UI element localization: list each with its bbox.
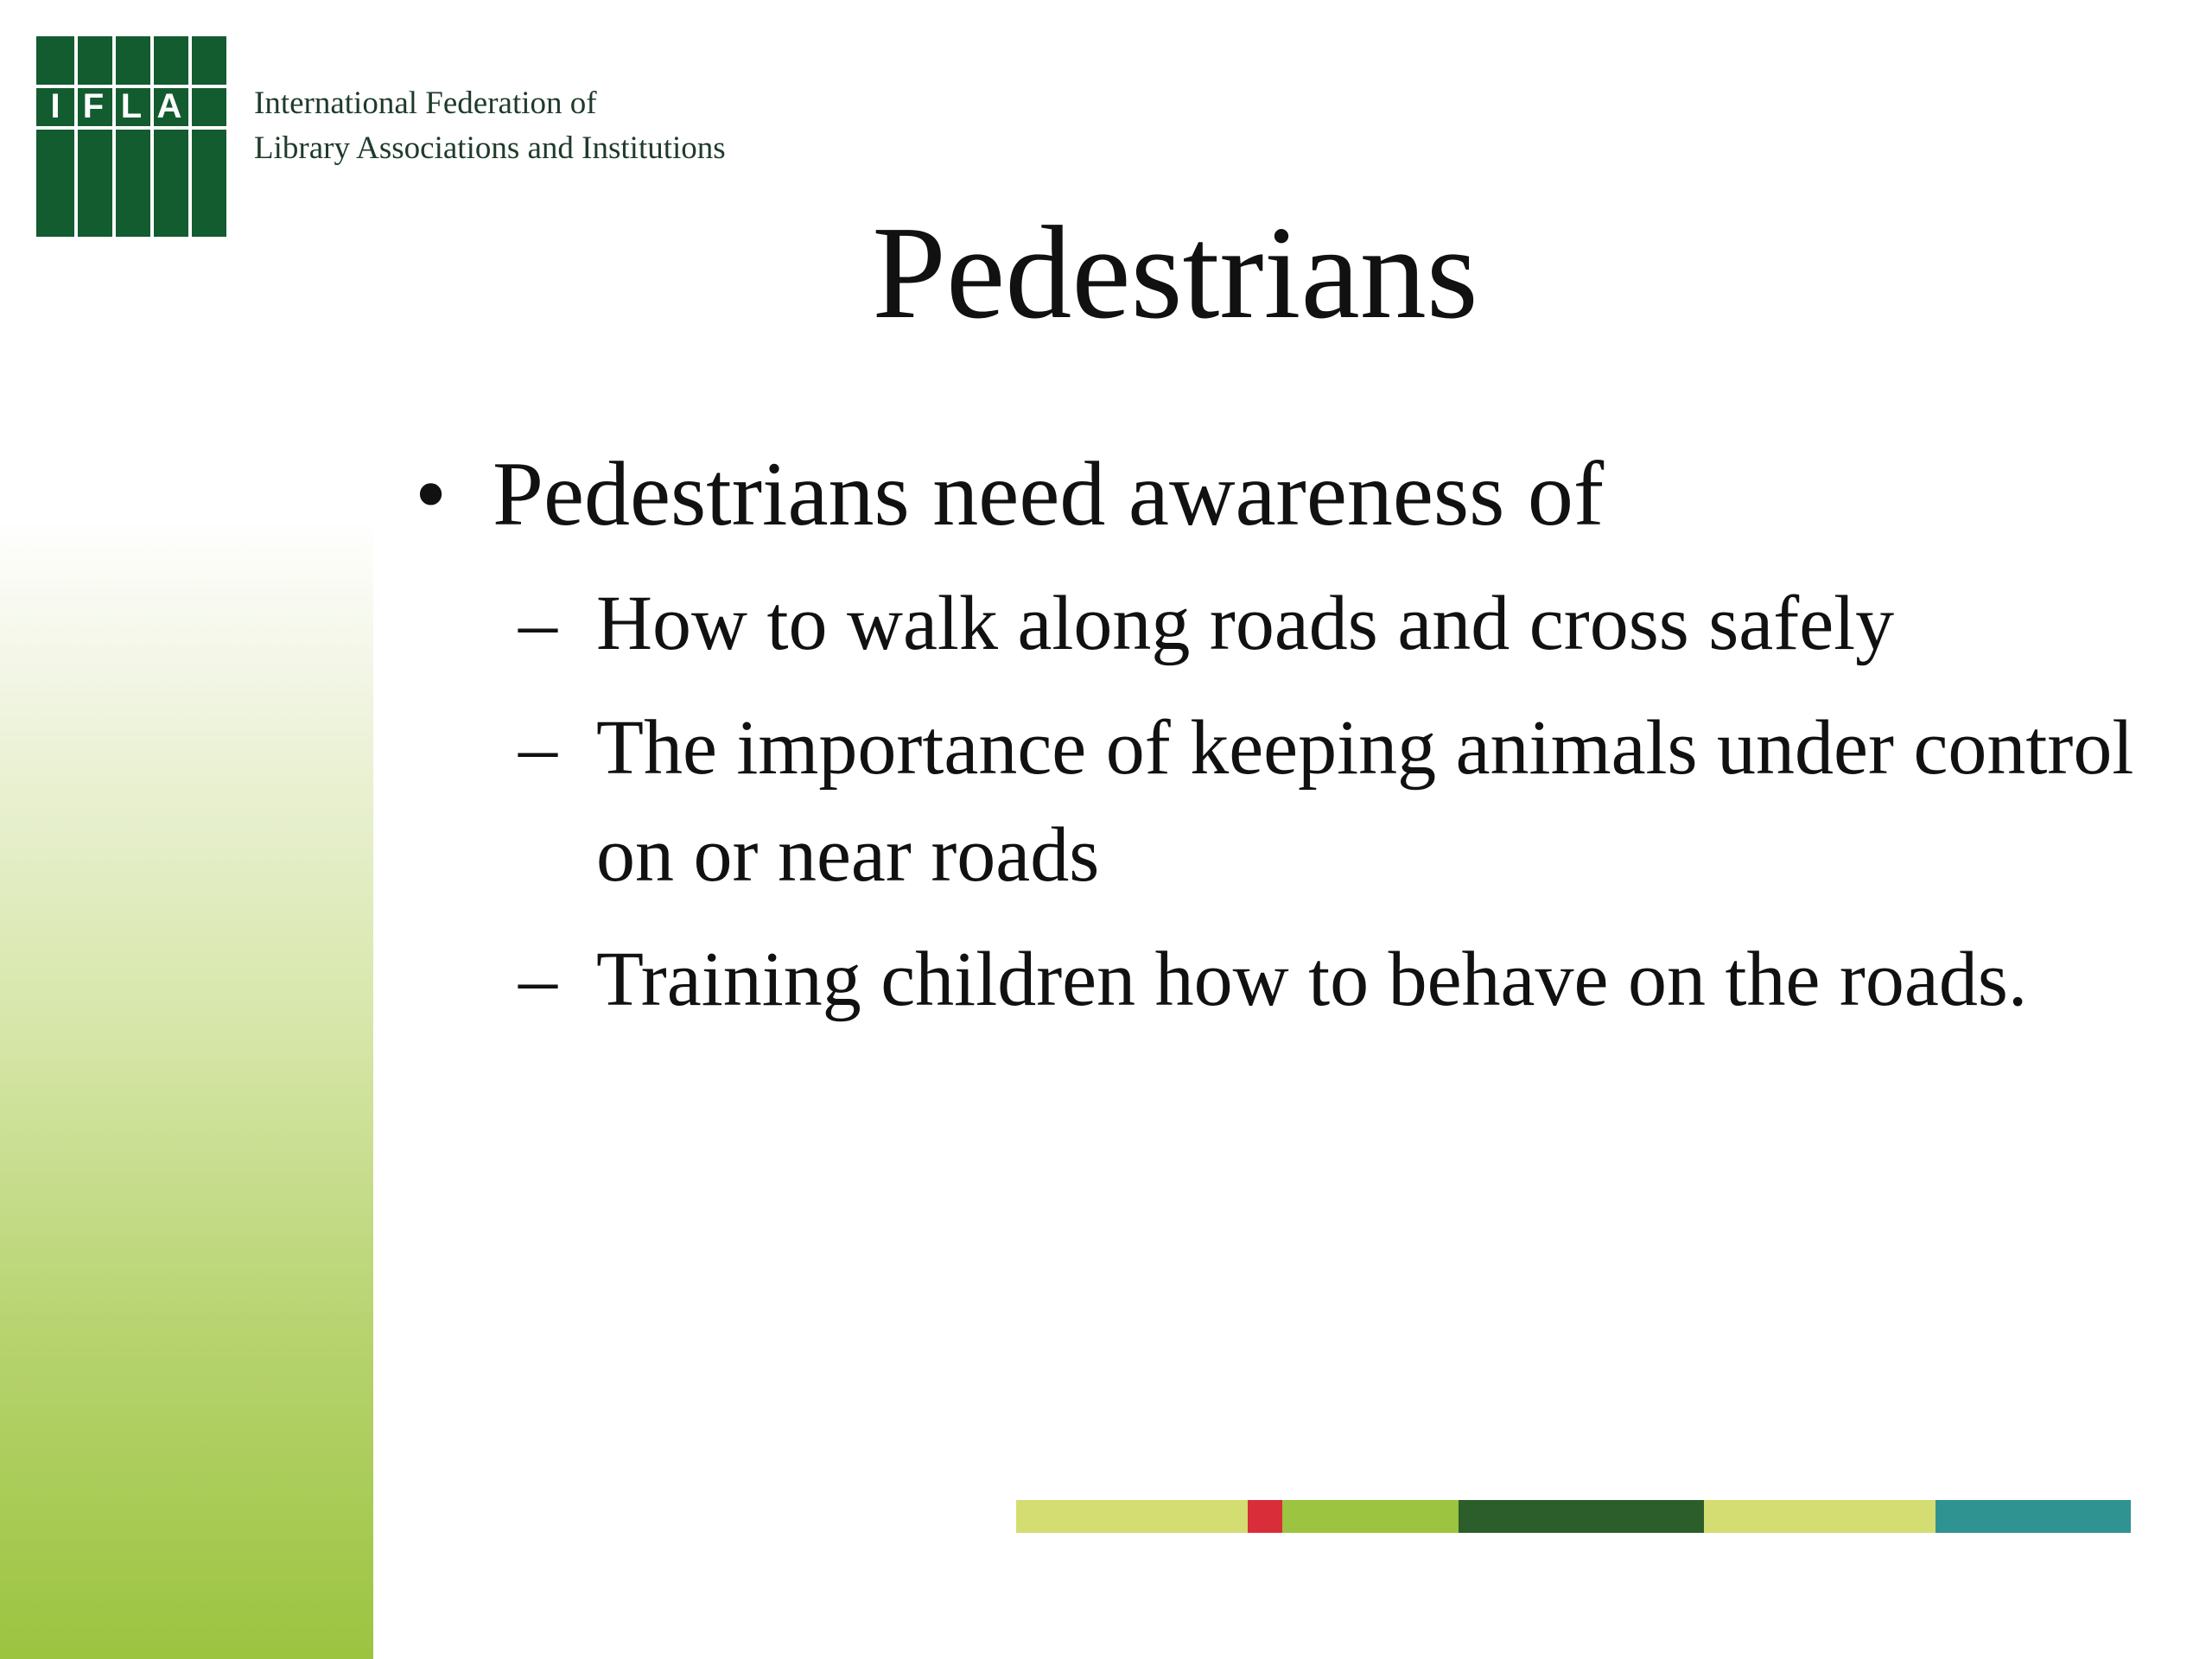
- bullet-list: [406, 435, 2134, 1033]
- slide-title: Pedestrians: [872, 200, 1478, 346]
- bar-segment: [1248, 1500, 1282, 1533]
- decorative-color-bar: [1016, 1500, 2131, 1533]
- sub-bullet-item: [406, 570, 2134, 677]
- bar-segment: [1936, 1500, 2131, 1533]
- sub-bullet-marker: –: [518, 937, 557, 1022]
- bar-segment: [1459, 1500, 1704, 1533]
- bar-segment: [1282, 1500, 1459, 1533]
- org-name-line-1: International Federation of: [254, 86, 597, 121]
- logo-letter-i: I: [50, 87, 60, 125]
- sub-bullet-marker: –: [518, 581, 557, 666]
- bullet-item: [406, 435, 2134, 553]
- bullet-marker: •: [415, 443, 448, 544]
- sub-bullet-marker: –: [518, 705, 557, 791]
- sub-bullet-text: The importance of keeping animals under control on or near roads: [596, 705, 2134, 898]
- bar-segment: [1016, 1500, 1248, 1533]
- side-gradient-panel: [0, 518, 373, 1659]
- logo-letter-l: L: [120, 87, 143, 125]
- logo-letter-a: A: [156, 87, 182, 125]
- sub-bullet-item: [406, 926, 2134, 1033]
- sub-bullet-text: How to walk along roads and cross safely: [596, 581, 1895, 666]
- logo-letter-f: F: [82, 87, 105, 125]
- bar-segment: [1704, 1500, 1936, 1533]
- bullet-text: Pedestrians need awareness of: [493, 443, 1605, 544]
- sub-bullet-text: Training children how to behave on the roads.: [596, 937, 2028, 1022]
- organization-name: [254, 81, 726, 171]
- sub-bullet-item: [406, 695, 2134, 909]
- org-name-line-2: Library Associations and Institutions: [254, 130, 726, 166]
